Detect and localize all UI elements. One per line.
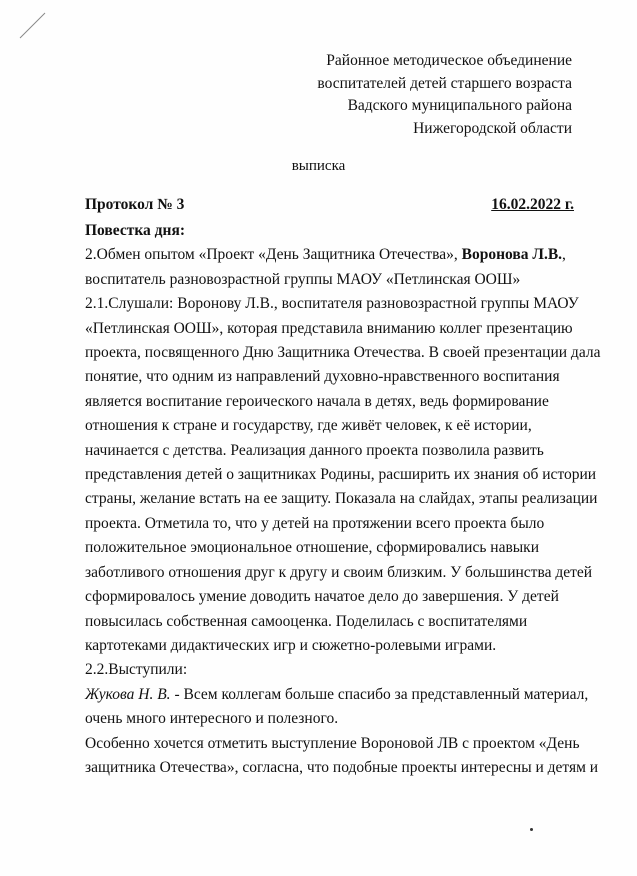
organization-header [317,50,572,140]
speaker-line [85,683,589,707]
listened-line: «Петлинская ООШ», которая представила вниманию коллег презентацию [85,319,573,337]
listened-line: повысилась собственная самооценка. Поделилась с воспитателями [85,612,528,630]
protocol-title: Протокол № 3 [85,196,185,213]
document-body [85,219,601,780]
header-line: Районное методическое объединение [326,52,572,69]
agenda-heading: Повестка дня: [85,222,185,239]
spoke-line: очень много интересного и полезного. [85,710,339,728]
spoke-line: Особенно хочется отметить выступление Вороновой ЛВ с проектом «День [85,734,580,752]
header-line: воспитателей детей старшего возраста [317,74,572,92]
listened-line: 2.1.Слушали: Воронову Л.В., воспитателя разновозрастной группы МАОУ [85,295,579,313]
listened-line: представления детей о защитниках Родины, расширить их знания об истории [85,466,597,484]
agenda-line: воспитатель разновозрастной группы МАОУ «Петлинская ООШ» [85,270,521,288]
listened-line: проекта, посвященного Дню Защитника Отечества. В своей презентации дала [85,344,601,362]
listened-line: картотеками дидактических игр и сюжетно-ролевыми играми. [85,636,497,654]
spoke-line: защитника Отечества», согласна, что подобные проекты интересны и детям и [85,758,599,776]
protocol-date: 16.02.2022 г. [491,196,574,213]
scan-speck [530,828,533,831]
agenda-item [85,243,580,267]
listened-line: понятие, что одним из направлений духовно-нравственного воспитания [85,368,560,386]
listened-line: заботливого отношения друг к другу и своим близким. У большинства детей [85,563,593,581]
scan-mark [18,10,48,40]
speaker-name: Жукова Н. В. [85,685,171,703]
listened-line: отношения к стране и государству, где живёт человек, к её истории, [85,417,532,435]
listened-line: является воспитание героического начала в детях, ведь формирование [85,392,549,410]
header-line: Вадского муниципального района [347,97,572,114]
listened-line: проекта. Отметила то, что у детей на протяжении всего проекта было [85,514,545,532]
agenda-text: 2.Обмен опытом «Проект «День Защитника Отечества», [85,246,458,264]
listened-line: начинается с детства. Реализация данного проекта позволила развить [85,441,544,459]
presenter-name: Воронова Л.В. [461,246,563,264]
speaker-text: - Всем коллегам больше спасибо за представленный материал, [170,685,589,703]
header-line: Нижегородской области [413,119,572,137]
agenda-punct: , [562,246,566,264]
document-type: выписка [291,158,346,174]
protocol-row [85,196,574,214]
listened-line: сформировалось умение доводить начатое дело до завершения. У детей [85,588,559,606]
listened-line: положительное эмоциональное отношение, сформировались навыки [85,539,540,557]
listened-line: страны, желание встать на ее защиту. Показала на слайдах, этапы реализации [85,490,598,508]
spoke-heading: 2.2.Выступили: [85,661,188,679]
